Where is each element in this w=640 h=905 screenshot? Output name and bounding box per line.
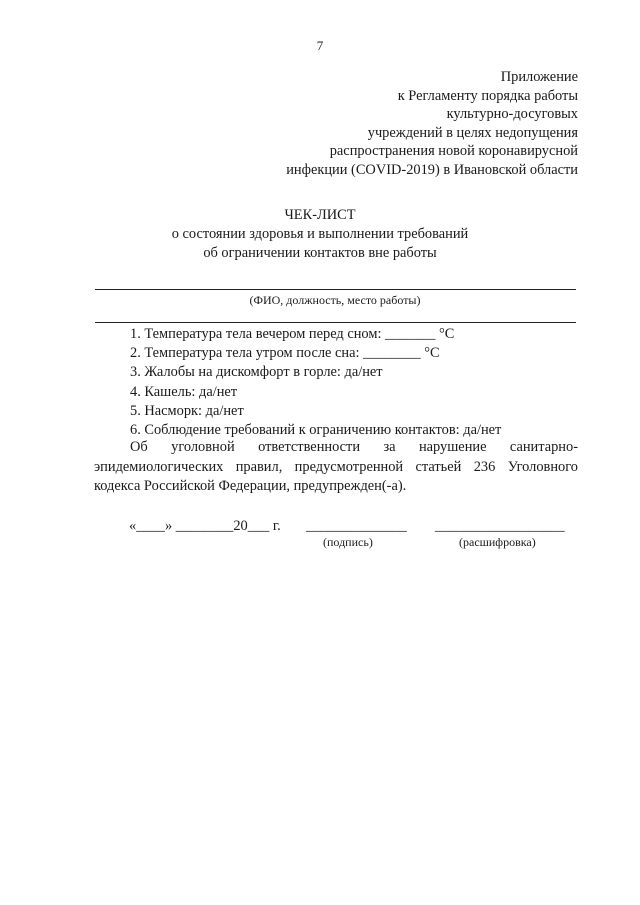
appendix-line: к Регламенту порядка работы — [397, 87, 578, 104]
checklist-item: 1. Температура тела вечером перед сном: _______ °С — [130, 326, 455, 342]
appendix-line: распространения новой коронавирусной — [329, 143, 578, 160]
decode-field[interactable]: __________________ — [435, 518, 565, 534]
fio-fill-line-2[interactable] — [95, 322, 576, 323]
warning-line: Об уголовной ответственности за нарушение санитарно- — [130, 439, 578, 455]
checklist-item: 6. Соблюдение требований к ограничению контактов: да/нет — [130, 422, 502, 439]
date-field[interactable]: «____» ________20___ г. — [129, 518, 281, 534]
title-line: об ограничении контактов вне работы — [203, 245, 437, 261]
signature-caption: (подпись) — [323, 535, 373, 549]
checklist-item: 3. Жалобы на дискомфорт в горле: да/нет — [130, 364, 383, 381]
checklist-item: 2. Температура тела утром после сна: ________ °С — [130, 345, 440, 362]
warning-line: эпидемиологических правил, предусмотренной статьей 236 Уголовного — [94, 458, 578, 475]
title-heading: ЧЕК-ЛИСТ — [284, 207, 356, 223]
warning-line: кодекса Российской Федерации, предупрежден(-а). — [94, 478, 407, 495]
appendix-block — [286, 68, 578, 180]
appendix-line: инфекции (COVID-2019) в Ивановской области — [286, 161, 578, 178]
fio-caption: (ФИО, должность, место работы) — [249, 293, 421, 307]
checklist-item: 4. Кашель: да/нет — [130, 383, 238, 400]
appendix-line: культурно-досуговых — [446, 106, 578, 123]
document-title — [0, 206, 640, 263]
page-number: 7 — [316, 38, 324, 53]
checklist — [130, 325, 501, 440]
title-line: о состоянии здоровья и выполнении требований — [171, 226, 469, 242]
warning-paragraph — [94, 438, 578, 497]
decode-caption: (расшифровка) — [459, 535, 536, 549]
appendix-line: учреждений в целях недопущения — [367, 124, 578, 141]
signature-field[interactable]: ______________ — [306, 518, 407, 534]
checklist-item: 5. Насморк: да/нет — [130, 402, 244, 419]
fio-fill-line[interactable] — [95, 289, 576, 290]
appendix-line: Приложение — [500, 69, 578, 85]
